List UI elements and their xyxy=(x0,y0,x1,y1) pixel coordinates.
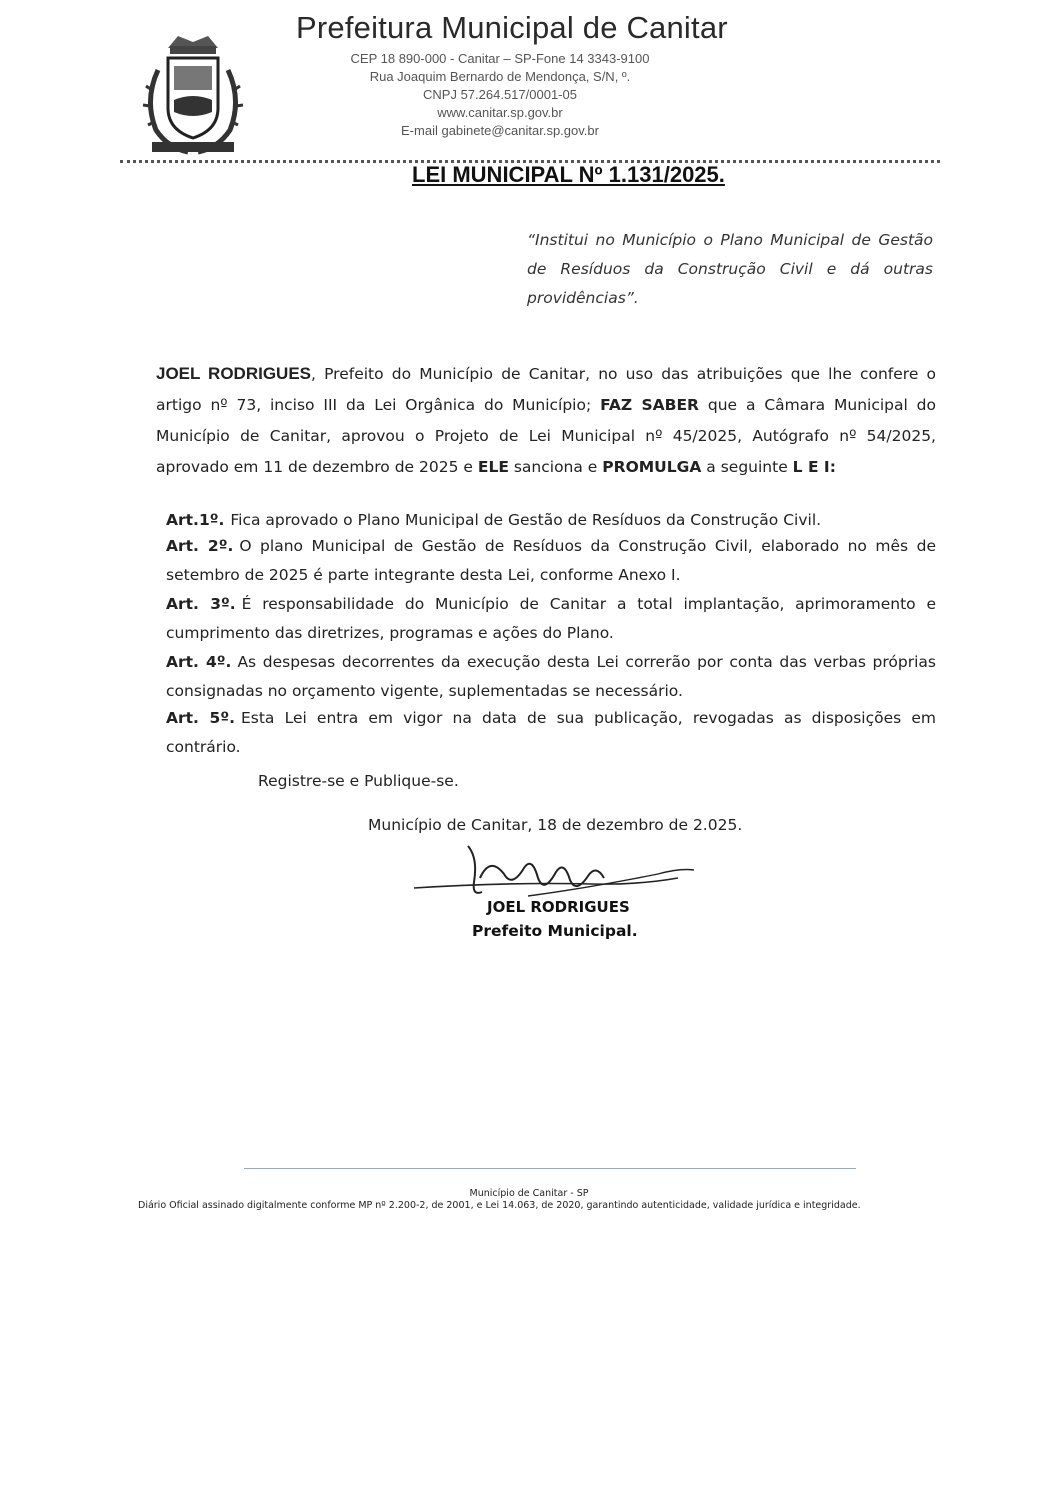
signatory-name: JOEL RODRIGUES xyxy=(487,898,630,916)
law-title: LEI MUNICIPAL Nº 1.131/2025. xyxy=(412,162,725,187)
footer-digital-signature-note: Diário Oficial assinado digitalmente conforme MP nº 2.200-2, de 2001, e Lei 14.063, de 2020, garantindo autenticidade, validade jurídica e integridade. xyxy=(138,1200,861,1211)
preamble-text-4: a seguinte xyxy=(701,458,793,476)
preamble-text-3: sanciona e xyxy=(508,458,603,476)
header-title: Prefeitura Municipal de Canitar xyxy=(296,10,728,45)
preamble-text-2: que a Câmara Municipal do Município de Canitar, aprovou o Projeto de Lei Municipal nº 45/2025, Autógrafo nº 54/2025, aprovado em 11 de dezembro de 2025 e xyxy=(156,396,937,476)
header-website: www.canitar.sp.gov.br xyxy=(437,105,563,120)
ele: ELE xyxy=(477,458,509,476)
article-text: É responsabilidade do Município de Canitar a total implantação, aprimoramento e cumprimento das diretrizes, programas e ações do Plano. xyxy=(166,595,936,642)
footer-divider xyxy=(244,1168,856,1169)
article-text: As despesas decorrentes da execução desta Lei correrão por conta das verbas próprias consignadas no orçamento vigente, suplementadas se necessário. xyxy=(166,653,937,700)
preamble-text-1: , Prefeito do Município de Canitar, no uso das atribuições que lhe confere o artigo nº 73, inciso III da Lei Orgânica do Município; xyxy=(156,365,937,414)
coat-of-arms-icon xyxy=(138,30,248,160)
lei: L E I: xyxy=(792,458,836,476)
preamble xyxy=(156,358,936,483)
date-line: Município de Canitar, 18 de dezembro de 2.025. xyxy=(368,816,743,834)
closing-formula: Registre-se e Publique-se. xyxy=(258,772,459,790)
article-label: Art. 4º. xyxy=(166,653,232,671)
mayor-name: JOEL RODRIGUES xyxy=(156,364,312,383)
header-email: E-mail gabinete@canitar.sp.gov.br xyxy=(401,123,599,138)
header-contact-info xyxy=(290,50,710,140)
signatory-role: Prefeito Municipal. xyxy=(472,922,638,940)
faz-saber: FAZ SABER xyxy=(600,396,699,414)
article-text: O plano Municipal de Gestão de Resíduos da Construção Civil, elaborado no mês de setembro de 2025 é parte integrante desta Lei, conforme Anexo I. xyxy=(166,537,937,584)
footer-municipality: Município de Canitar - SP xyxy=(469,1188,589,1199)
article-1 xyxy=(166,506,936,535)
promulga: PROMULGA xyxy=(602,458,702,476)
article-3 xyxy=(166,590,936,648)
header-address-street: Rua Joaquim Bernardo de Mendonça, S/N, º. xyxy=(369,69,631,84)
article-5 xyxy=(166,704,936,762)
article-label: Art.1º. xyxy=(166,511,225,529)
article-text: Fica aprovado o Plano Municipal de Gestão de Resíduos da Construção Civil. xyxy=(230,511,822,529)
article-label: Art. 3º. xyxy=(166,595,236,613)
article-label: Art. 5º. xyxy=(166,709,235,727)
header-address-cep: CEP 18 890-000 - Canitar – SP-Fone 14 3343-9100 xyxy=(350,51,650,66)
article-text: Esta Lei entra em vigor na data de sua publicação, revogadas as disposições em contrário. xyxy=(166,709,937,756)
article-2 xyxy=(166,532,936,590)
law-summary: “Institui no Município o Plano Municipal de Gestão de Resíduos da Construção Civil e dá outras providências”. xyxy=(527,231,933,307)
article-4 xyxy=(166,648,936,706)
header-cnpj: CNPJ 57.264.517/0001-05 xyxy=(423,87,577,102)
article-label: Art. 2º. xyxy=(166,537,234,555)
